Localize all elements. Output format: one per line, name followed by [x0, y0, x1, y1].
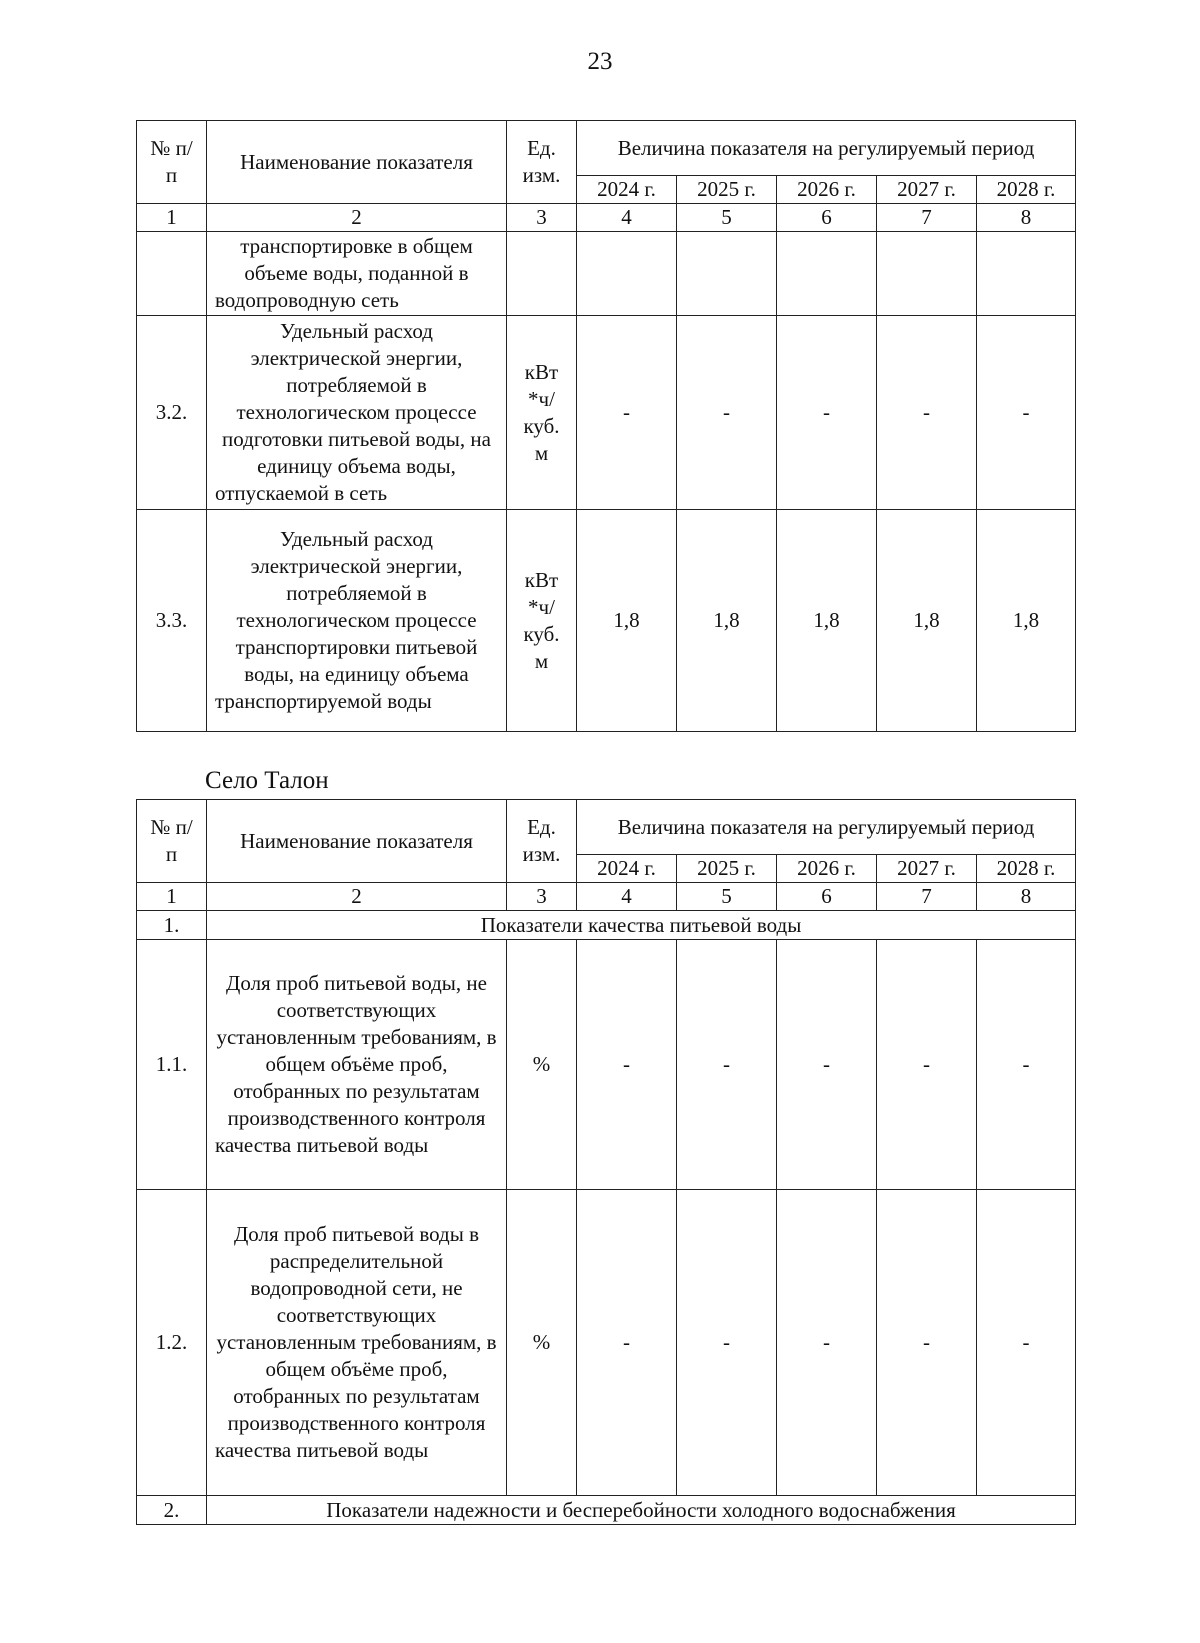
row-num	[137, 232, 207, 316]
row-value: 1,8	[877, 510, 977, 732]
section-num: 2.	[137, 1496, 207, 1525]
section-caption: Село Талон	[205, 767, 329, 794]
indicators-table-talon	[136, 799, 1076, 1525]
row-value: -	[677, 1190, 777, 1496]
column-index: 6	[777, 883, 877, 911]
row-num: 1.1.	[137, 940, 207, 1190]
row-value: -	[577, 1190, 677, 1496]
header-year: 2028 г.	[977, 176, 1076, 204]
section-title: Показатели качества питьевой воды	[207, 911, 1076, 940]
header-unit: Ед. изм.	[507, 121, 577, 204]
column-index: 1	[137, 883, 207, 911]
header-year: 2027 г.	[877, 176, 977, 204]
row-value: -	[977, 940, 1076, 1190]
header-year: 2027 г.	[877, 855, 977, 883]
table-row	[137, 316, 1076, 510]
header-row	[137, 121, 1076, 176]
row-value	[877, 232, 977, 316]
row-name: Доля проб питьевой воды, не соответствующих установленным требованиям, в общем объёме проб, отобранных по результатам производственного контроля качества питьевой воды	[207, 940, 507, 1190]
header-num: № п/п	[137, 800, 207, 883]
header-unit: Ед. изм.	[507, 800, 577, 883]
header-period: Величина показателя на регулируемый период	[577, 800, 1076, 855]
row-unit	[507, 232, 577, 316]
header-year: 2028 г.	[977, 855, 1076, 883]
row-value: -	[677, 940, 777, 1190]
row-value	[577, 232, 677, 316]
column-index: 2	[207, 204, 507, 232]
column-index: 1	[137, 204, 207, 232]
column-index: 4	[577, 204, 677, 232]
row-value: -	[777, 940, 877, 1190]
column-index: 8	[977, 204, 1076, 232]
column-index: 3	[507, 883, 577, 911]
table-row	[137, 940, 1076, 1190]
indicators-table-continued	[136, 120, 1076, 732]
header-year: 2026 г.	[777, 176, 877, 204]
row-name: Удельный расход электрической энергии, потребляемой в технологическом процессе подготовки питьевой воды, на единицу объема воды, отпускаемой в сеть	[207, 316, 507, 510]
row-value: 1,8	[677, 510, 777, 732]
row-num: 1.2.	[137, 1190, 207, 1496]
row-unit: кВт *ч/ куб. м	[507, 316, 577, 510]
row-name: Доля проб питьевой воды в распределительной водопроводной сети, не соответствующих установленным требованиям, в общем объёме проб, отобранных по результатам производственного контроля качества питьевой воды	[207, 1190, 507, 1496]
table-row	[137, 232, 1076, 316]
row-value: -	[777, 316, 877, 510]
column-index: 7	[877, 204, 977, 232]
header-period: Величина показателя на регулируемый период	[577, 121, 1076, 176]
column-index: 7	[877, 883, 977, 911]
row-value: -	[577, 316, 677, 510]
header-year: 2025 г.	[677, 855, 777, 883]
row-value: -	[977, 316, 1076, 510]
row-name: транспортировке в общем объеме воды, поданной в водопроводную сеть	[207, 232, 507, 316]
row-value: -	[777, 1190, 877, 1496]
header-year: 2024 г.	[577, 176, 677, 204]
page-number: 23	[587, 48, 613, 75]
row-unit: кВт *ч/ куб. м	[507, 510, 577, 732]
row-value: 1,8	[777, 510, 877, 732]
column-index: 8	[977, 883, 1076, 911]
row-value: 1,8	[577, 510, 677, 732]
header-row	[137, 800, 1076, 855]
header-year: 2025 г.	[677, 176, 777, 204]
row-num: 3.3.	[137, 510, 207, 732]
section-num: 1.	[137, 911, 207, 940]
column-index-row	[137, 204, 1076, 232]
row-value: -	[877, 1190, 977, 1496]
row-num: 3.2.	[137, 316, 207, 510]
column-index: 5	[677, 883, 777, 911]
column-index-row	[137, 883, 1076, 911]
row-unit: %	[507, 940, 577, 1190]
column-index: 6	[777, 204, 877, 232]
row-value: -	[877, 940, 977, 1190]
row-unit: %	[507, 1190, 577, 1496]
section-row	[137, 911, 1076, 940]
table-row	[137, 510, 1076, 732]
row-value	[777, 232, 877, 316]
row-value	[977, 232, 1076, 316]
row-name: Удельный расход электрической энергии, потребляемой в технологическом процессе транспортировки питьевой воды, на единицу объема транспортируемой воды	[207, 510, 507, 732]
header-year: 2024 г.	[577, 855, 677, 883]
section-row	[137, 1496, 1076, 1525]
header-year: 2026 г.	[777, 855, 877, 883]
column-index: 3	[507, 204, 577, 232]
column-index: 5	[677, 204, 777, 232]
column-index: 4	[577, 883, 677, 911]
header-name: Наименование показателя	[207, 121, 507, 204]
row-value: -	[677, 316, 777, 510]
column-index: 2	[207, 883, 507, 911]
header-name: Наименование показателя	[207, 800, 507, 883]
table-row	[137, 1190, 1076, 1496]
header-num: № п/п	[137, 121, 207, 204]
row-value	[677, 232, 777, 316]
row-value: -	[877, 316, 977, 510]
row-value: -	[977, 1190, 1076, 1496]
section-title: Показатели надежности и бесперебойности холодного водоснабжения	[207, 1496, 1076, 1525]
row-value: 1,8	[977, 510, 1076, 732]
row-value: -	[577, 940, 677, 1190]
